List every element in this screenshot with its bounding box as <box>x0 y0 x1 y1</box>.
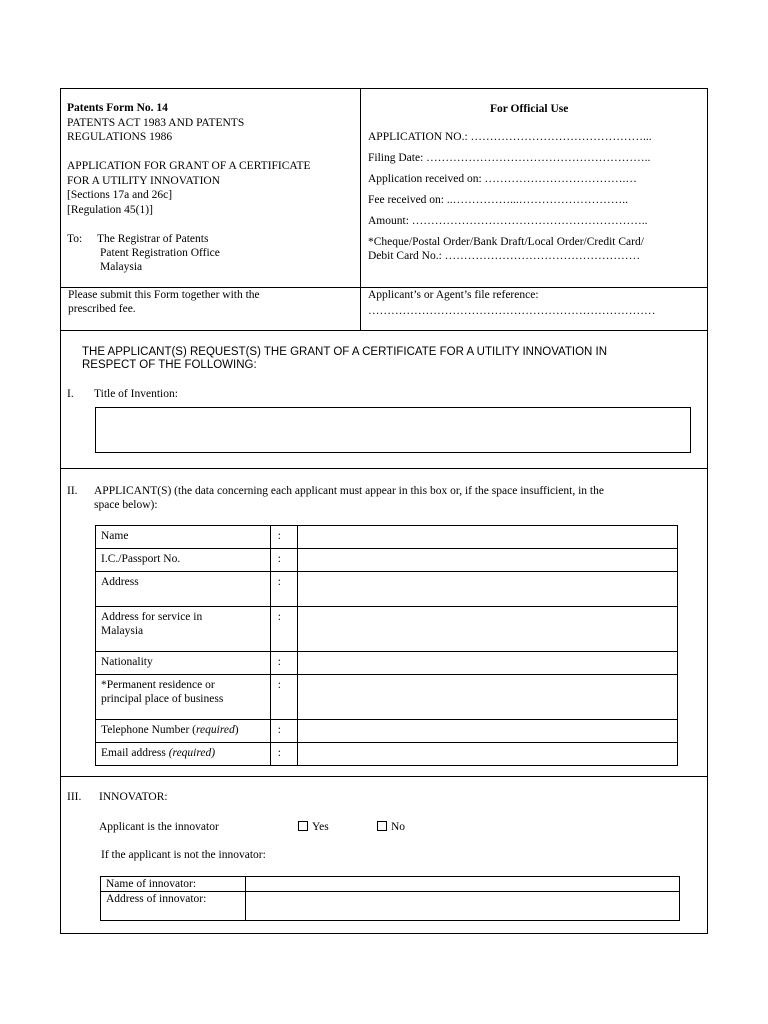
passport-label: I.C./Passport No. <box>96 549 271 572</box>
residence-input[interactable] <box>297 675 677 720</box>
email-input[interactable] <box>297 743 677 766</box>
telephone-label <box>96 720 271 743</box>
title-of-invention-label: Title of Invention: <box>94 388 178 400</box>
registrar-line-2: Patent Registration Office <box>100 247 220 259</box>
yes-option[interactable] <box>298 820 329 834</box>
yes-label: Yes <box>312 821 329 833</box>
table-row <box>96 675 678 720</box>
title-of-invention-input[interactable] <box>95 407 691 453</box>
colon: : <box>270 720 297 743</box>
table-row <box>101 892 680 921</box>
table-row <box>96 720 678 743</box>
applicants-intro-line-2: space below): <box>94 499 158 511</box>
section-i-number: I. <box>67 388 74 400</box>
innovator-title: INNOVATOR: <box>99 791 168 803</box>
colon: : <box>270 549 297 572</box>
header-divider-vertical <box>360 88 361 330</box>
table-row <box>96 549 678 572</box>
service-address-label-line-2: Malaysia <box>101 625 144 637</box>
application-title-line-2: FOR A UTILITY INNOVATION <box>67 175 221 187</box>
file-reference-dots: ………………………………………………………………… <box>368 305 656 317</box>
table-row <box>101 877 680 892</box>
nationality-label: Nationality <box>96 652 271 675</box>
email-label-text: Email address <box>101 747 169 759</box>
colon: : <box>270 572 297 607</box>
registrar-line-3: Malaysia <box>100 261 143 273</box>
submit-note-line-1: Please submit this Form together with the <box>68 289 260 301</box>
form-number: Patents Form No. 14 <box>67 102 168 114</box>
section-iii-number: III. <box>67 791 82 803</box>
table-row <box>96 607 678 652</box>
table-row <box>96 526 678 549</box>
fee-received-field: Fee received on: ..……………...……………………….. <box>368 194 628 206</box>
act-line-1: PATENTS ACT 1983 AND PATENTS <box>67 117 245 129</box>
application-no-field: APPLICATION NO.: ………………………………………... <box>368 131 652 143</box>
residence-label <box>96 675 271 720</box>
submit-note-line-2: prescribed fee. <box>68 303 136 315</box>
innovator-address-input[interactable] <box>245 892 679 921</box>
innovator-address-label: Address of innovator: <box>101 892 246 921</box>
email-label <box>96 743 271 766</box>
payment-method-line-2: Debit Card No.: …………………………………………… <box>368 250 641 262</box>
regulation-reference: [Regulation 45(1)] <box>67 204 153 216</box>
colon: : <box>270 675 297 720</box>
yes-checkbox[interactable] <box>298 821 308 831</box>
applicants-intro-line-1: APPLICANT(S) (the data concerning each applicant must appear in this box or, if the space insufficient, in the <box>94 485 604 497</box>
filing-date-field: Filing Date: ………………………………………………….. <box>368 152 651 164</box>
colon: : <box>270 607 297 652</box>
address-label: Address <box>96 572 271 607</box>
service-address-label-line-1: Address for service in <box>101 611 203 623</box>
nationality-input[interactable] <box>297 652 677 675</box>
residence-label-line-1: *Permanent residence or <box>101 679 215 691</box>
application-received-field: Application received on: ……………………………….… <box>368 173 637 185</box>
table-row <box>96 572 678 607</box>
request-statement-line-2: RESPECT OF THE FOLLOWING: <box>82 359 257 371</box>
amount-field: Amount: …………………………………………………….. <box>368 215 648 227</box>
section-divider-3 <box>60 776 708 777</box>
section-divider-2 <box>60 468 708 469</box>
innovator-table <box>100 876 680 921</box>
registrar-line-1: The Registrar of Patents <box>97 233 209 245</box>
colon: : <box>270 743 297 766</box>
no-checkbox[interactable] <box>377 821 387 831</box>
telephone-label-end: ) <box>234 724 239 736</box>
service-address-label <box>96 607 271 652</box>
sections-reference: [Sections 17a and 26c] <box>67 189 173 201</box>
official-use-title: For Official Use <box>490 103 569 115</box>
email-required-note: (required) <box>168 747 216 759</box>
table-row <box>96 743 678 766</box>
application-title-line-1: APPLICATION FOR GRANT OF A CERTIFICATE <box>67 160 311 172</box>
section-ii-number: II. <box>67 485 78 497</box>
if-not-innovator-text: If the applicant is not the innovator: <box>101 849 266 861</box>
telephone-input[interactable] <box>297 720 677 743</box>
name-input[interactable] <box>297 526 677 549</box>
residence-label-line-2: principal place of business <box>101 693 224 705</box>
innovator-question: Applicant is the innovator <box>99 821 219 833</box>
innovator-name-label: Name of innovator: <box>101 877 246 892</box>
to-label: To: <box>67 233 83 245</box>
innovator-name-input[interactable] <box>245 877 679 892</box>
passport-input[interactable] <box>297 549 677 572</box>
payment-method-line-1: *Cheque/Postal Order/Bank Draft/Local Order/Credit Card/ <box>368 236 644 248</box>
service-address-input[interactable] <box>297 607 677 652</box>
applicant-details-table <box>95 525 678 766</box>
file-reference-label: Applicant’s or Agent’s file reference: <box>368 289 539 301</box>
name-label: Name <box>96 526 271 549</box>
colon: : <box>270 652 297 675</box>
telephone-label-text: Telephone Number ( <box>101 724 196 736</box>
colon: : <box>270 526 297 549</box>
no-label: No <box>391 821 406 833</box>
no-option[interactable] <box>377 820 405 834</box>
section-divider-1 <box>60 330 708 331</box>
address-input[interactable] <box>297 572 677 607</box>
request-statement-line-1: THE APPLICANT(S) REQUEST(S) THE GRANT OF A CERTIFICATE FOR A UTILITY INNOVATION IN <box>82 346 608 358</box>
telephone-required-note: required <box>196 724 235 736</box>
table-row <box>96 652 678 675</box>
act-line-2: REGULATIONS 1986 <box>67 131 173 143</box>
